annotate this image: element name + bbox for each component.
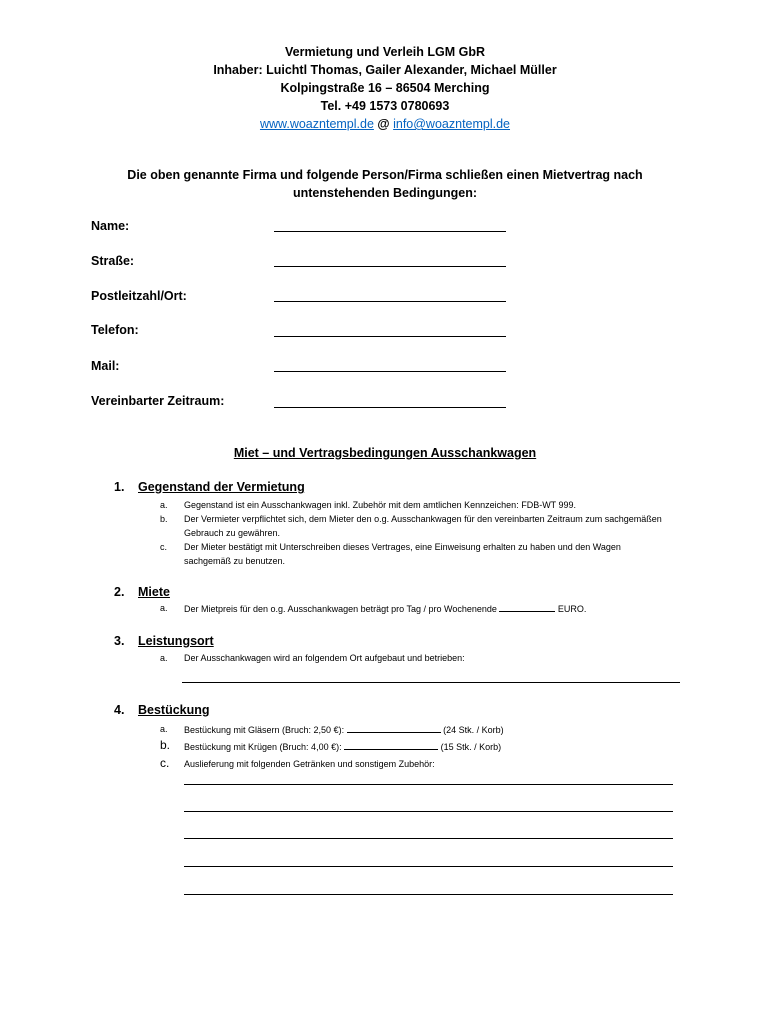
item-letter: a. (160, 724, 168, 734)
section-number-1: 1. (114, 480, 125, 494)
company-phone: Tel. +49 1573 0780693 (320, 99, 450, 113)
glasses-text-after: (24 Stk. / Korb) (443, 725, 504, 735)
email-link[interactable]: info@woazntempl.de (393, 117, 511, 131)
section-title-1: Gegenstand der Vermietung (138, 480, 305, 494)
item-letter: b. (160, 738, 171, 752)
delivery-line-4[interactable] (184, 866, 673, 867)
item-text: Auslieferung mit folgenden Getränken und sonstigem Zubehör: (184, 759, 435, 769)
field-label-postcode-city: Postleitzahl/Ort: (91, 289, 187, 303)
field-line-mail[interactable] (274, 371, 506, 372)
delivery-line-1[interactable] (184, 784, 673, 785)
item-letter: c. (160, 542, 168, 552)
section-number-4: 4. (114, 703, 125, 717)
location-line[interactable] (182, 682, 680, 683)
field-line-period[interactable] (274, 407, 506, 408)
company-address: Kolpingstraße 16 – 86504 Merching (280, 81, 490, 95)
field-label-street: Straße: (91, 254, 135, 268)
company-name: Vermietung und Verleih LGM GbR (284, 45, 486, 59)
field-label-phone: Telefon: (91, 323, 139, 337)
company-owners: Inhaber: Luichtl Thomas, Gailer Alexander, Michael Müller (213, 63, 557, 77)
mugs-text-before: Bestückung mit Krügen (Bruch: 4,00 €): (184, 742, 342, 752)
conditions-title: Miet – und Vertragsbedingungen Ausschankwagen (233, 446, 537, 460)
company-contact-line (0, 115, 770, 133)
field-line-postcode-city[interactable] (274, 301, 506, 302)
field-label-mail: Mail: (91, 359, 120, 373)
website-link[interactable]: www.woazntempl.de (259, 117, 374, 131)
rent-text-after: EURO. (557, 604, 587, 614)
delivery-line-2[interactable] (184, 811, 673, 812)
item-text (184, 722, 670, 737)
field-label-period: Vereinbarter Zeitraum: (91, 394, 225, 408)
company-header (0, 43, 770, 133)
item-letter: a. (160, 653, 168, 663)
item-letter: c. (160, 756, 170, 770)
field-line-street[interactable] (274, 266, 506, 267)
rent-text-before: Der Mietpreis für den o.g. Ausschankwagen beträgt pro Tag / pro Wochenende (184, 604, 497, 614)
section-title-2: Miete (138, 585, 170, 599)
at-symbol: @ (377, 117, 390, 131)
glasses-quantity-line[interactable] (347, 722, 441, 733)
intro-text: Die oben genannte Firma und folgende Person/Firma schließen einen Mietvertrag nach untenstehenden Bedingungen: (127, 168, 643, 200)
field-line-name[interactable] (274, 231, 506, 232)
item-letter: a. (160, 500, 168, 510)
item-letter: a. (160, 603, 168, 613)
glasses-text-before: Bestückung mit Gläsern (Bruch: 2,50 €): (184, 725, 345, 735)
item-text: Der Mieter bestätigt mit Unterschreiben dieses Vertrages, eine Einweisung erhalten zu haben und den Wagen sachgemäß zu benutzen. (184, 542, 621, 566)
mugs-text-after: (15 Stk. / Korb) (440, 742, 502, 752)
mugs-quantity-line[interactable] (344, 739, 438, 750)
item-text (184, 601, 670, 616)
delivery-line-3[interactable] (184, 838, 673, 839)
item-text: Der Vermieter verpflichtet sich, dem Mieter den o.g. Ausschankwagen für den vereinbarten Zeitraum zum sachgemäßen Gebrauch zu gewähren. (184, 514, 662, 538)
section-title-4: Bestückung (138, 703, 210, 717)
section-title-3: Leistungsort (138, 634, 214, 648)
item-text (184, 739, 670, 754)
section-number-2: 2. (114, 585, 125, 599)
section-number-3: 3. (114, 634, 125, 648)
field-label-name: Name: (91, 219, 130, 233)
item-text: Gegenstand ist ein Ausschankwagen inkl. Zubehör mit dem amtlichen Kennzeichen: FDB-WT 999. (184, 500, 577, 510)
item-text: Der Ausschankwagen wird an folgendem Ort aufgebaut und betrieben: (184, 653, 465, 663)
rent-price-line[interactable] (499, 601, 555, 612)
delivery-line-5[interactable] (184, 894, 673, 895)
field-line-phone[interactable] (274, 336, 506, 337)
item-letter: b. (160, 514, 168, 524)
